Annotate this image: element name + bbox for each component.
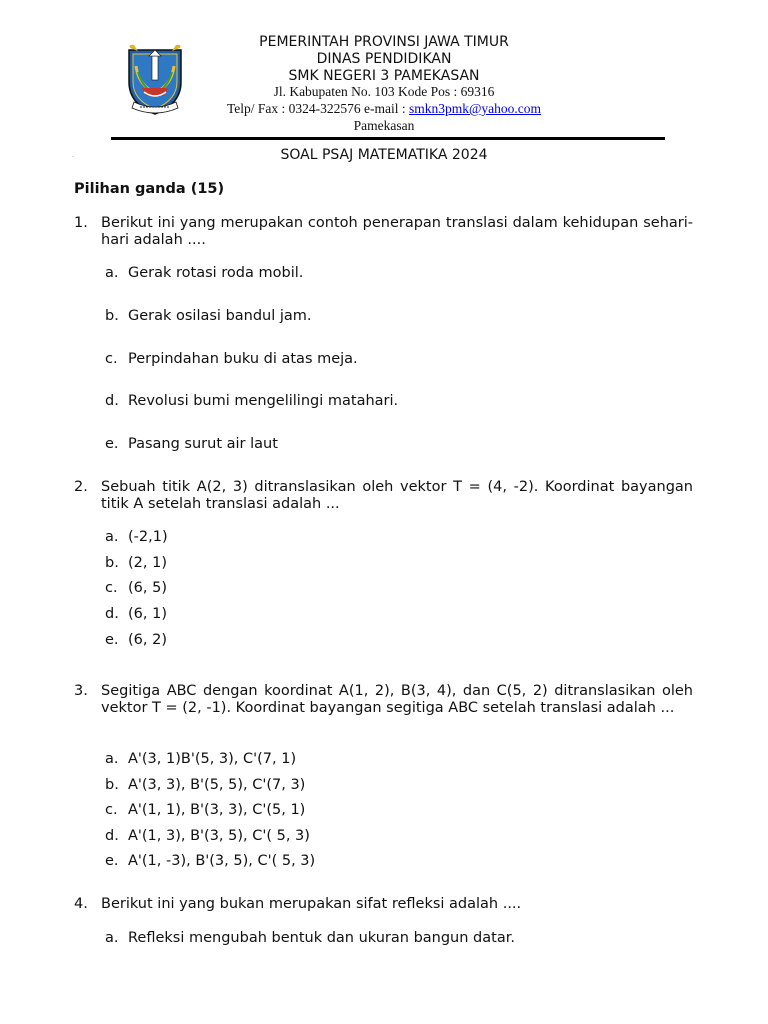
section-heading: Pilihan ganda (15) [74, 181, 225, 197]
letterhead-department: DINAS PENDIDIKAN [316, 51, 452, 67]
contact-phone: Telp/ Fax : 0324-322576 e-mail : [226, 101, 409, 116]
option-text: A'(3, 3), B'(5, 5), C'(7, 3) [128, 777, 306, 793]
letterhead-city: Pamekasan [353, 118, 415, 133]
option-text: Revolusi bumi mengelilingi matahari. [128, 393, 399, 409]
option-text: (6, 1) [128, 606, 167, 622]
option-label: d. [105, 828, 119, 844]
option-text: Refleksi mengubah bentuk dan ukuran bangun datar. [128, 930, 515, 946]
letterhead-divider [111, 137, 665, 140]
option-label: c. [105, 580, 118, 596]
question-text: Sebuah titik A(2, 3) ditranslasikan oleh vektor T = (4, -2). Koordinat bayangan titik A setelah translasi adalah ... [101, 479, 693, 512]
letterhead-contact [0, 101, 768, 117]
option-label: a. [105, 529, 119, 545]
option-text: A'(3, 1)B'(5, 3), C'(7, 1) [128, 751, 297, 767]
exam-title: SOAL PSAJ MATEMATIKA 2024 [280, 147, 488, 163]
option-label: d. [105, 606, 119, 622]
option-label: b. [105, 777, 119, 793]
question-number: 4. [74, 896, 88, 912]
option-text: (6, 2) [128, 632, 167, 648]
option-label: a. [105, 930, 119, 946]
letterhead-address: Jl. Kabupaten No. 103 Kode Pos : 69316 [273, 84, 495, 99]
option-label: e. [105, 853, 119, 869]
option-label: c. [105, 351, 118, 367]
option-text: Perpindahan buku di atas meja. [128, 351, 358, 367]
question-number: 3. [74, 683, 88, 699]
option-label: b. [105, 308, 119, 324]
option-label: a. [105, 751, 119, 767]
letterhead-government: PEMERINTAH PROVINSI JAWA TIMUR [259, 34, 509, 50]
option-text: Gerak rotasi roda mobil. [128, 265, 304, 281]
option-label: b. [105, 555, 119, 571]
option-text: (2, 1) [128, 555, 167, 571]
option-text: Gerak osilasi bandul jam. [128, 308, 312, 324]
option-text: Pasang surut air laut [128, 436, 278, 452]
option-text: A'(1, 1), B'(3, 3), C'(5, 1) [128, 802, 306, 818]
option-label: a. [105, 265, 119, 281]
option-text: A'(1, 3), B'(3, 5), C'( 5, 3) [128, 828, 310, 844]
question-text: Berikut ini yang bukan merupakan sifat refleksi adalah .... [101, 896, 522, 912]
question-number: 2. [74, 479, 88, 495]
question-text: Segitiga ABC dengan koordinat A(1, 2), B(3, 4), dan C(5, 2) ditranslasikan oleh vektor T = (2, -1). Koordinat bayangan segitiga ABC setelah translasi adalah ... [101, 683, 693, 716]
email-link[interactable]: smkn3pmk@yahoo.com [408, 101, 542, 116]
option-label: c. [105, 802, 118, 818]
question-number: 1. [74, 215, 88, 231]
option-text: A'(1, -3), B'(3, 5), C'( 5, 3) [128, 853, 316, 869]
option-text: (6, 5) [128, 580, 167, 596]
option-text: (-2,1) [128, 529, 168, 545]
letterhead-school: SMK NEGERI 3 PAMEKASAN [288, 68, 480, 84]
question-text: Berikut ini yang merupakan contoh penerapan translasi dalam kehidupan sehari-hari adalah .... [101, 215, 693, 248]
option-label: d. [105, 393, 119, 409]
option-label: e. [105, 436, 119, 452]
option-label: e. [105, 632, 119, 648]
